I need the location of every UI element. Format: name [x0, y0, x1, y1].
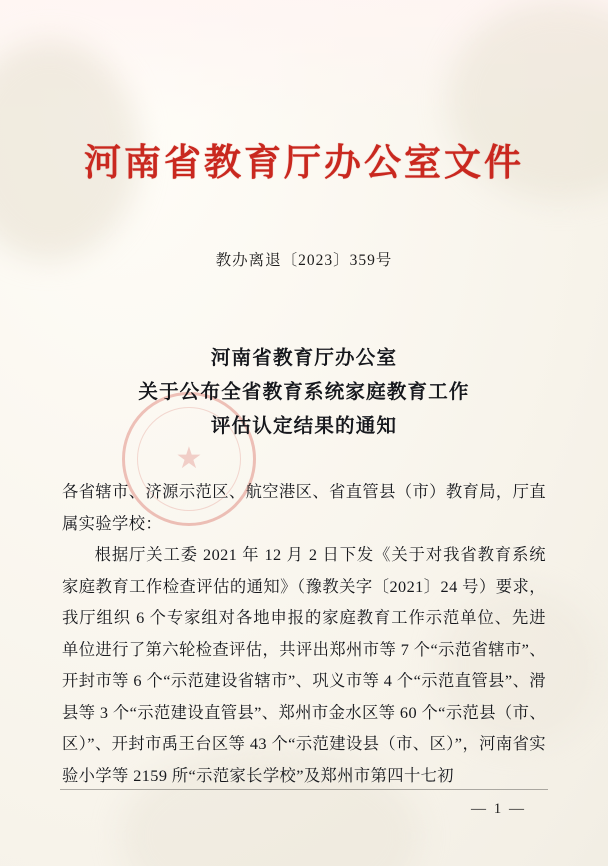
- subject-line-3: 评估认定结果的通知: [210, 416, 398, 437]
- document-header-title: 河南省教育厅办公室文件: [84, 143, 524, 184]
- addressee-line: 各省辖市、济源示范区、航空港区、省直管县（市）教育局，厅直属实验学校：: [62, 482, 546, 533]
- document-footer: [0, 801, 608, 818]
- document-content: [0, 132, 608, 791]
- subject-line-2: 关于公布全省教育系统家庭教育工作: [138, 382, 470, 403]
- subject-line-1: 河南省教育厅办公室: [210, 348, 398, 369]
- document-body: [62, 476, 546, 791]
- body-paragraph-1: 根据厅关工委 2021 年 12 月 2 日下发《关于对我省教育系统家庭教育工作检查评估的通知》（豫教关字〔2021〕24 号）要求，我厅组织 6 个专家组对各地申报的家庭教育工作示范单位、先进单位进行了第六轮检查评估，共评出郑州市等 7 个“示范省辖市”、开封市等 6 个“示范建设省辖市”、巩义市等 4 个“示范直管县”、滑县等 3 个“示范建设直管县”、郑州市金水区等 60 个“示范县（市、区）”、开封市禹王台区等 43 个“示范建设县（市、区）”，河南省实验小学等 2159 所“示范家长学校”及郑州市第四十七初: [62, 545, 546, 785]
- document-subject: [62, 342, 546, 444]
- seal-star-icon: ★: [175, 442, 203, 475]
- paper-top-wash: [0, 0, 608, 120]
- footer-divider: [60, 789, 548, 790]
- document-number: 教办离退〔2023〕359号: [215, 252, 393, 269]
- page-number: — 1 —: [471, 801, 526, 817]
